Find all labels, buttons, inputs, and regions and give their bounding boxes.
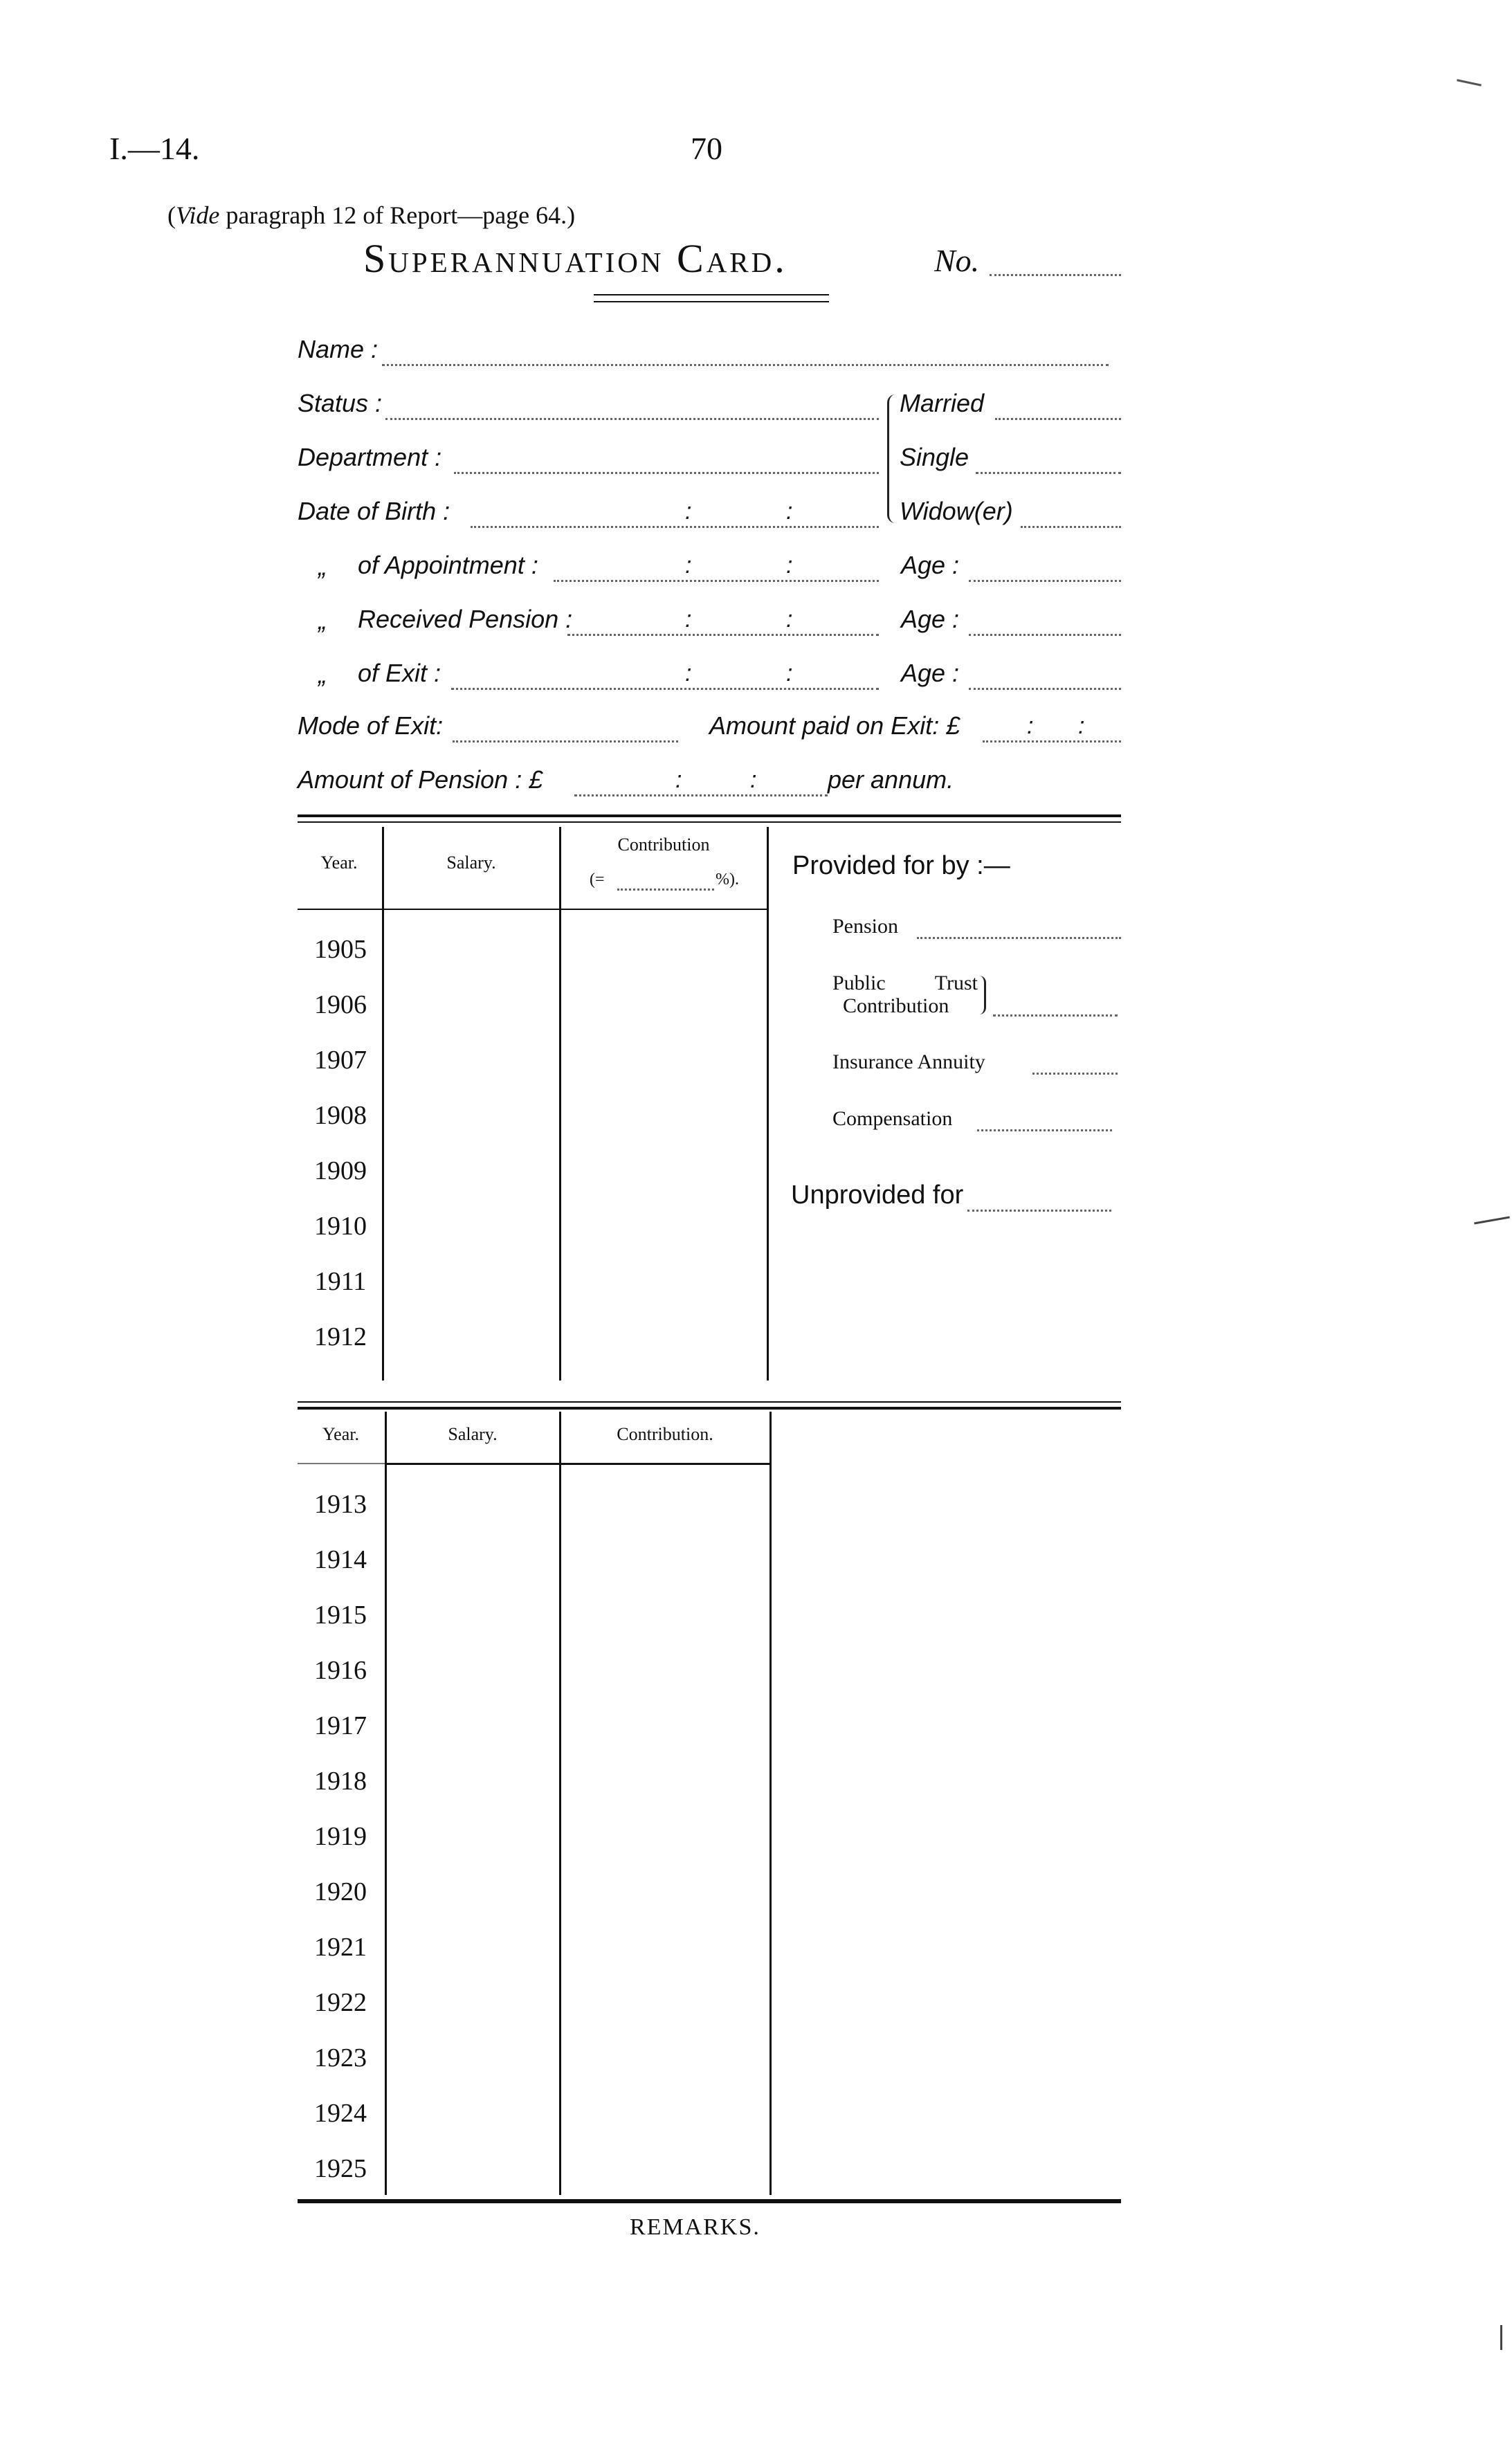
scan-mark-right xyxy=(1474,1217,1510,1225)
widower-label: Widow(er) xyxy=(900,497,1013,525)
table1-top-rule-2 xyxy=(298,821,1121,823)
table2-divider-contribution xyxy=(769,1412,772,2195)
provided-pension-dots xyxy=(917,937,1121,939)
appointment-age-dots xyxy=(969,580,1121,582)
table2-year-1922: 1922 xyxy=(314,1988,367,2017)
insurance-annuity-label: Insurance Annuity xyxy=(832,1050,985,1073)
table2-contribution-header: Contribution. xyxy=(617,1424,713,1444)
table1-year-1907: 1907 xyxy=(314,1046,367,1075)
table1-divider-salary xyxy=(559,827,561,1381)
scan-mark-bottom xyxy=(1500,2325,1502,2350)
appointment-colon-2: : xyxy=(786,552,793,578)
mode-of-exit-dots xyxy=(453,740,678,742)
amount-paid-colon-2: : xyxy=(1078,713,1085,739)
exit-dots xyxy=(451,688,879,690)
public-trust-brace xyxy=(977,976,986,1014)
table1-divider-contribution xyxy=(767,827,769,1381)
vide-text: paragraph 12 of Report—page 64.) xyxy=(226,201,576,229)
date-of-birth-dots xyxy=(471,526,879,528)
appointment-age-label: Age : xyxy=(901,551,960,579)
amount-paid-colon-1: : xyxy=(1027,713,1034,739)
table2-divider-year xyxy=(385,1412,387,2195)
insurance-annuity-dots xyxy=(1032,1073,1118,1075)
table1-divider-year xyxy=(382,827,384,1381)
table1-header-rule xyxy=(298,909,768,910)
provided-pension-label: Pension xyxy=(832,915,899,938)
table2-bottom-rule xyxy=(298,2199,1121,2203)
table1-year-1910: 1910 xyxy=(314,1212,367,1241)
table2-divider-salary xyxy=(559,1412,561,2195)
table2-year-1924: 1924 xyxy=(314,2099,367,2128)
amount-of-pension-dots xyxy=(574,794,828,796)
appointment-label: of Appointment : xyxy=(358,551,538,579)
title-rule-1 xyxy=(594,294,829,295)
table1-year-header: Year. xyxy=(320,853,358,873)
table1-year-1911: 1911 xyxy=(314,1267,367,1296)
department-dots xyxy=(454,472,879,474)
scan-mark-top xyxy=(1457,79,1482,86)
table2-year-1923: 1923 xyxy=(314,2043,367,2072)
widower-dots xyxy=(1021,526,1121,528)
table1-year-1906: 1906 xyxy=(314,990,367,1019)
ditto-mark-2: „ xyxy=(318,606,327,635)
contribution-pct-dots xyxy=(617,889,714,891)
marital-brace xyxy=(887,394,899,523)
public-trust-label-1: Public Trust xyxy=(832,972,978,994)
exit-age-label: Age : xyxy=(901,659,960,687)
appointment-colon-1: : xyxy=(685,552,692,578)
mode-of-exit-label: Mode of Exit: xyxy=(298,711,444,740)
compensation-label: Compensation xyxy=(832,1107,953,1130)
remarks-heading: REMARKS. xyxy=(630,2214,760,2240)
unprovided-dots xyxy=(967,1210,1111,1212)
table1-year-1909: 1909 xyxy=(314,1156,367,1185)
table2-top-rule-1 xyxy=(298,1401,1121,1403)
card-number-label: No. xyxy=(934,243,980,278)
exit-age-dots xyxy=(969,688,1121,690)
pension-colon-1: : xyxy=(685,606,692,632)
received-pension-label: Received Pension : xyxy=(358,605,573,633)
amount-of-pension-label: Amount of Pension : £ xyxy=(298,765,543,794)
married-label: Married xyxy=(900,389,985,417)
married-dots xyxy=(995,418,1121,420)
amount-paid-dots xyxy=(983,740,1121,742)
status-label: Status : xyxy=(298,389,383,417)
table1-year-1905: 1905 xyxy=(314,935,367,964)
table2-year-1913: 1913 xyxy=(314,1490,367,1519)
table1-year-1908: 1908 xyxy=(314,1101,367,1130)
pension-colon-2: : xyxy=(786,606,793,632)
single-label: Single xyxy=(900,443,969,471)
table1-top-rule-1 xyxy=(298,814,1121,817)
table2-year-1921: 1921 xyxy=(314,1933,367,1962)
title-rule-2 xyxy=(594,301,829,302)
ditto-mark-1: „ xyxy=(318,552,327,581)
provided-heading: Provided for by :— xyxy=(792,851,1010,880)
table2-year-1916: 1916 xyxy=(314,1656,367,1685)
vide-note xyxy=(167,201,575,230)
amount-pension-colon-2: : xyxy=(750,767,757,793)
appointment-dots xyxy=(554,580,879,582)
table2-year-header-rule xyxy=(298,1463,388,1464)
status-dots xyxy=(385,418,879,420)
single-dots xyxy=(976,472,1121,474)
unprovided-label: Unprovided for xyxy=(791,1181,964,1210)
table2-year-1918: 1918 xyxy=(314,1767,367,1796)
page-number: 70 xyxy=(691,131,722,166)
date-of-birth-label: Date of Birth : xyxy=(298,497,450,525)
exit-label: of Exit : xyxy=(358,659,441,687)
public-trust-label-2: Contribution xyxy=(843,994,949,1017)
table2-year-1920: 1920 xyxy=(314,1877,367,1906)
pension-age-dots xyxy=(969,634,1121,636)
per-annum-label: per annum. xyxy=(828,765,954,794)
department-label: Department : xyxy=(298,443,442,471)
exit-colon-2: : xyxy=(786,660,793,686)
table2-top-rule-2 xyxy=(298,1407,1121,1410)
amount-paid-label: Amount paid on Exit: £ xyxy=(709,711,960,740)
amount-pension-colon-1: : xyxy=(675,767,682,793)
table2-year-1925: 1925 xyxy=(314,2154,367,2183)
card-number-dots xyxy=(990,274,1121,276)
received-pension-dots xyxy=(567,634,879,636)
card-title: Superannuation Card. xyxy=(363,236,787,281)
table1-contribution-header: Contribution xyxy=(617,835,710,855)
dob-colon-2: : xyxy=(786,498,793,525)
table2-year-1915: 1915 xyxy=(314,1601,367,1630)
table2-year-1914: 1914 xyxy=(314,1545,367,1574)
contribution-pct-open: (= xyxy=(590,871,605,889)
open-paren: ( xyxy=(167,201,176,229)
exit-colon-1: : xyxy=(685,660,692,686)
dob-colon-1: : xyxy=(685,498,692,525)
contribution-pct-close: %). xyxy=(716,871,739,889)
name-label: Name : xyxy=(298,335,379,363)
table2-salary-header: Salary. xyxy=(448,1424,498,1444)
pension-age-label: Age : xyxy=(901,605,960,633)
table2-year-header: Year. xyxy=(322,1424,359,1444)
table2-year-1917: 1917 xyxy=(314,1711,367,1740)
table2-year-1919: 1919 xyxy=(314,1822,367,1851)
table1-salary-header: Salary. xyxy=(446,853,496,873)
vide-italic: Vide xyxy=(176,201,220,229)
name-dots xyxy=(382,364,1109,366)
table1-year-1912: 1912 xyxy=(314,1322,367,1351)
public-trust-dots xyxy=(993,1014,1118,1017)
ditto-mark-3: „ xyxy=(318,660,327,689)
page-reference: I.—14. xyxy=(109,131,200,166)
table2-header-rule xyxy=(385,1463,769,1465)
compensation-dots xyxy=(977,1129,1112,1131)
